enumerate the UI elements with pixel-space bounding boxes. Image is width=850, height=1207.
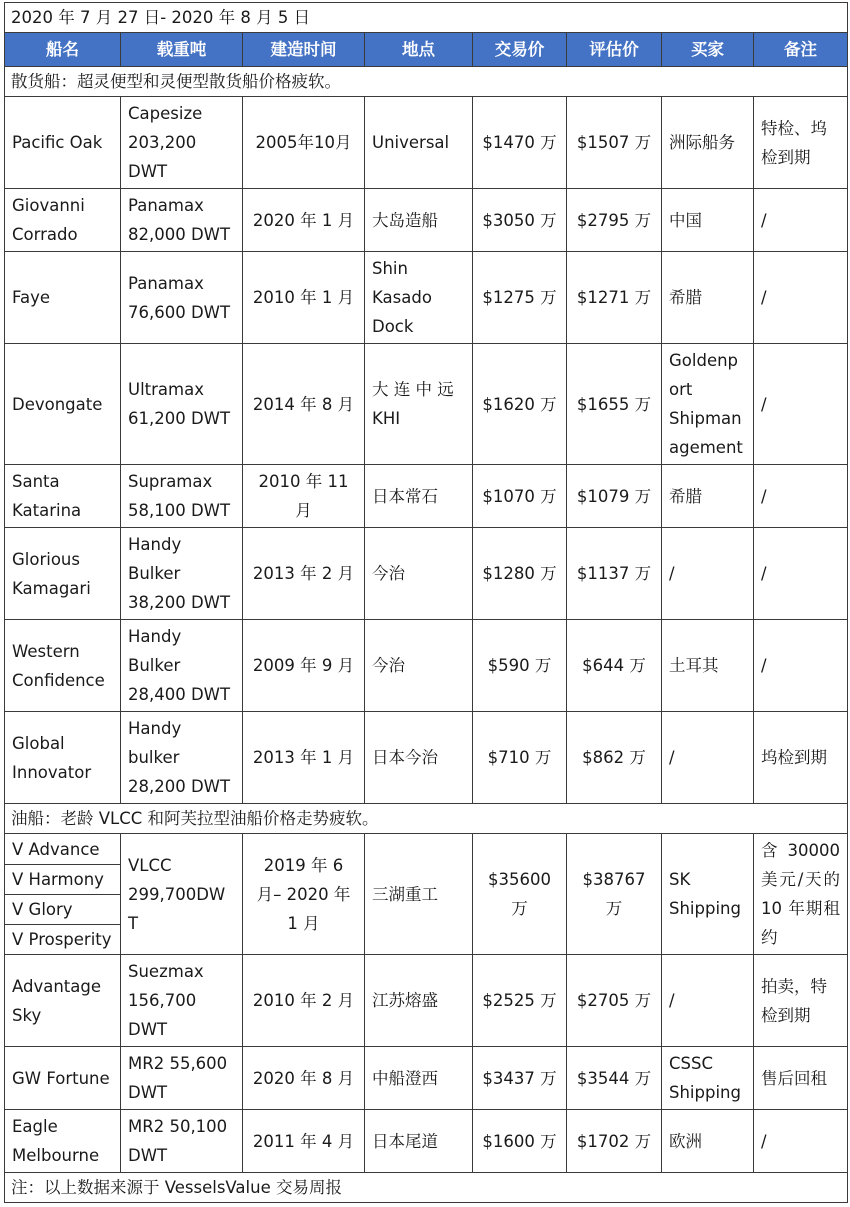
cell-valuation: $1079 万 <box>567 465 662 528</box>
table-row <box>5 955 848 1047</box>
cell-note: / <box>754 252 848 344</box>
cell-valuation: $1137 万 <box>567 528 662 620</box>
cell-note: 特检、坞检到期 <box>754 97 848 189</box>
cell-price: $2525 万 <box>473 955 567 1047</box>
header-buyer: 买家 <box>662 33 754 67</box>
cell-name: Western Confidence <box>5 620 121 712</box>
cell-built: 2010 年 2 月 <box>243 955 365 1047</box>
cell-place: 大 连 中 远 KHI <box>365 344 473 465</box>
cell-place: 三湖重工 <box>365 834 473 955</box>
table-row <box>5 97 848 189</box>
footnote: 注：以上数据来源于 VesselsValue 交易周报 <box>5 1173 848 1203</box>
cell-valuation: $644 万 <box>567 620 662 712</box>
sale-purchase-table-sheet <box>4 2 847 1203</box>
cell-note: / <box>754 465 848 528</box>
table-row <box>5 1110 848 1173</box>
header-built: 建造时间 <box>243 33 365 67</box>
cell-dwt: Handy Bulker 28,400 DWT <box>121 620 243 712</box>
cell-name: Giovanni Corrado <box>5 189 121 252</box>
vlcc-ship-name: V Glory <box>5 895 120 925</box>
cell-built: 2020 年 8 月 <box>243 1047 365 1110</box>
cell-dwt: Panamax 76,600 DWT <box>121 252 243 344</box>
vlcc-ship-name: V Harmony <box>5 865 120 895</box>
cell-price: $35600 万 <box>473 834 567 955</box>
cell-note: 含 30000 美元/天的 10 年期租约 <box>754 834 848 955</box>
cell-valuation: $3544 万 <box>567 1047 662 1110</box>
cell-price: $590 万 <box>473 620 567 712</box>
table-row <box>5 344 848 465</box>
cell-buyer: CSSC Shipping <box>662 1047 754 1110</box>
cell-name: GW Fortune <box>5 1047 121 1110</box>
cell-name: Santa Katarina <box>5 465 121 528</box>
cell-built: 2013 年 1 月 <box>243 712 365 804</box>
cell-place: 大岛造船 <box>365 189 473 252</box>
cell-dwt: MR2 50,100 DWT <box>121 1110 243 1173</box>
table-row <box>5 528 848 620</box>
header-ship-name: 船名 <box>5 33 121 67</box>
header-valuation: 评估价 <box>567 33 662 67</box>
cell-place: 日本常石 <box>365 465 473 528</box>
cell-buyer: 土耳其 <box>662 620 754 712</box>
tanker-section-label: 油船：老龄 VLCC 和阿芙拉型油船价格走势疲软。 <box>5 804 848 834</box>
cell-valuation: $1271 万 <box>567 252 662 344</box>
cell-price: $3050 万 <box>473 189 567 252</box>
cell-buyer: 洲际船务 <box>662 97 754 189</box>
date-range-title: 2020 年 7 月 27 日- 2020 年 8 月 5 日 <box>5 3 848 33</box>
cell-buyer: Goldenport Shipmanagement <box>662 344 754 465</box>
cell-place: 日本尾道 <box>365 1110 473 1173</box>
footnote-row <box>5 1173 848 1203</box>
cell-dwt: Ultramax 61,200 DWT <box>121 344 243 465</box>
cell-valuation: $2705 万 <box>567 955 662 1047</box>
table-row <box>5 620 848 712</box>
cell-built: 2005年10月 <box>243 97 365 189</box>
tanker-section-row <box>5 804 848 834</box>
cell-name: Glorious Kamagari <box>5 528 121 620</box>
cell-note: 售后回租 <box>754 1047 848 1110</box>
table-row <box>5 189 848 252</box>
cell-buyer: 希腊 <box>662 465 754 528</box>
cell-built: 2014 年 8 月 <box>243 344 365 465</box>
cell-place: 今治 <box>365 528 473 620</box>
cell-note: / <box>754 189 848 252</box>
cell-place: 今治 <box>365 620 473 712</box>
cell-price: $1280 万 <box>473 528 567 620</box>
cell-price: $1620 万 <box>473 344 567 465</box>
cell-dwt: MR2 55,600 DWT <box>121 1047 243 1110</box>
cell-note: / <box>754 620 848 712</box>
cell-buyer: 欧洲 <box>662 1110 754 1173</box>
cell-note: / <box>754 344 848 465</box>
cell-price: $1275 万 <box>473 252 567 344</box>
cell-buyer: SK Shipping <box>662 834 754 955</box>
cell-note: 坞检到期 <box>754 712 848 804</box>
cell-place: Universal <box>365 97 473 189</box>
cell-buyer: 希腊 <box>662 252 754 344</box>
header-row <box>5 33 848 67</box>
cell-name: Pacific Oak <box>5 97 121 189</box>
cell-name-group <box>5 834 121 955</box>
cell-dwt: Panamax 82,000 DWT <box>121 189 243 252</box>
cell-price: $1070 万 <box>473 465 567 528</box>
cell-valuation: $862 万 <box>567 712 662 804</box>
cell-valuation: $1507 万 <box>567 97 662 189</box>
bulk-section-row <box>5 67 848 97</box>
cell-built: 2011 年 4 月 <box>243 1110 365 1173</box>
cell-buyer: / <box>662 528 754 620</box>
cell-built: 2020 年 1 月 <box>243 189 365 252</box>
title-row <box>5 3 848 33</box>
bulk-section-label: 散货船：超灵便型和灵便型散货船价格疲软。 <box>5 67 848 97</box>
table-row <box>5 1047 848 1110</box>
cell-dwt: VLCC 299,700DWT <box>121 834 243 955</box>
cell-valuation: $1702 万 <box>567 1110 662 1173</box>
table-row <box>5 465 848 528</box>
cell-note: / <box>754 1110 848 1173</box>
cell-name: Advantage Sky <box>5 955 121 1047</box>
cell-price: $710 万 <box>473 712 567 804</box>
cell-built: 2009 年 9 月 <box>243 620 365 712</box>
cell-built: 2019 年 6 月– 2020 年 1 月 <box>243 834 365 955</box>
cell-dwt: Handy bulker 28,200 DWT <box>121 712 243 804</box>
cell-place: 中船澄西 <box>365 1047 473 1110</box>
cell-dwt: Supramax 58,100 DWT <box>121 465 243 528</box>
table-row <box>5 712 848 804</box>
vlcc-ship-name: V Prosperity <box>12 929 112 949</box>
cell-buyer: 中国 <box>662 189 754 252</box>
cell-price: $1600 万 <box>473 1110 567 1173</box>
cell-valuation: $38767 万 <box>567 834 662 955</box>
cell-built: 2013 年 2 月 <box>243 528 365 620</box>
cell-buyer: / <box>662 955 754 1047</box>
header-dwt: 载重吨 <box>121 33 243 67</box>
cell-price: $3437 万 <box>473 1047 567 1110</box>
vlcc-ship-name: V Advance <box>5 835 120 865</box>
cell-buyer: / <box>662 712 754 804</box>
cell-dwt: Capesize 203,200 DWT <box>121 97 243 189</box>
cell-name: Faye <box>5 252 121 344</box>
cell-place: Shin Kasado Dock <box>365 252 473 344</box>
cell-name: Devongate <box>5 344 121 465</box>
cell-built: 2010 年 11 月 <box>243 465 365 528</box>
cell-dwt: Suezmax 156,700 DWT <box>121 955 243 1047</box>
cell-note: / <box>754 528 848 620</box>
header-price: 交易价 <box>473 33 567 67</box>
cell-price: $1470 万 <box>473 97 567 189</box>
cell-built: 2010 年 1 月 <box>243 252 365 344</box>
cell-place: 江苏熔盛 <box>365 955 473 1047</box>
ship-sales-table <box>4 2 848 1203</box>
cell-note: 拍卖，特检到期 <box>754 955 848 1047</box>
cell-name: Global Innovator <box>5 712 121 804</box>
cell-valuation: $2795 万 <box>567 189 662 252</box>
vlcc-group-row <box>5 834 848 955</box>
cell-valuation: $1655 万 <box>567 344 662 465</box>
cell-place: 日本今治 <box>365 712 473 804</box>
table-row <box>5 252 848 344</box>
cell-name: Eagle Melbourne <box>5 1110 121 1173</box>
cell-dwt: Handy Bulker 38,200 DWT <box>121 528 243 620</box>
header-place: 地点 <box>365 33 473 67</box>
header-note: 备注 <box>754 33 848 67</box>
